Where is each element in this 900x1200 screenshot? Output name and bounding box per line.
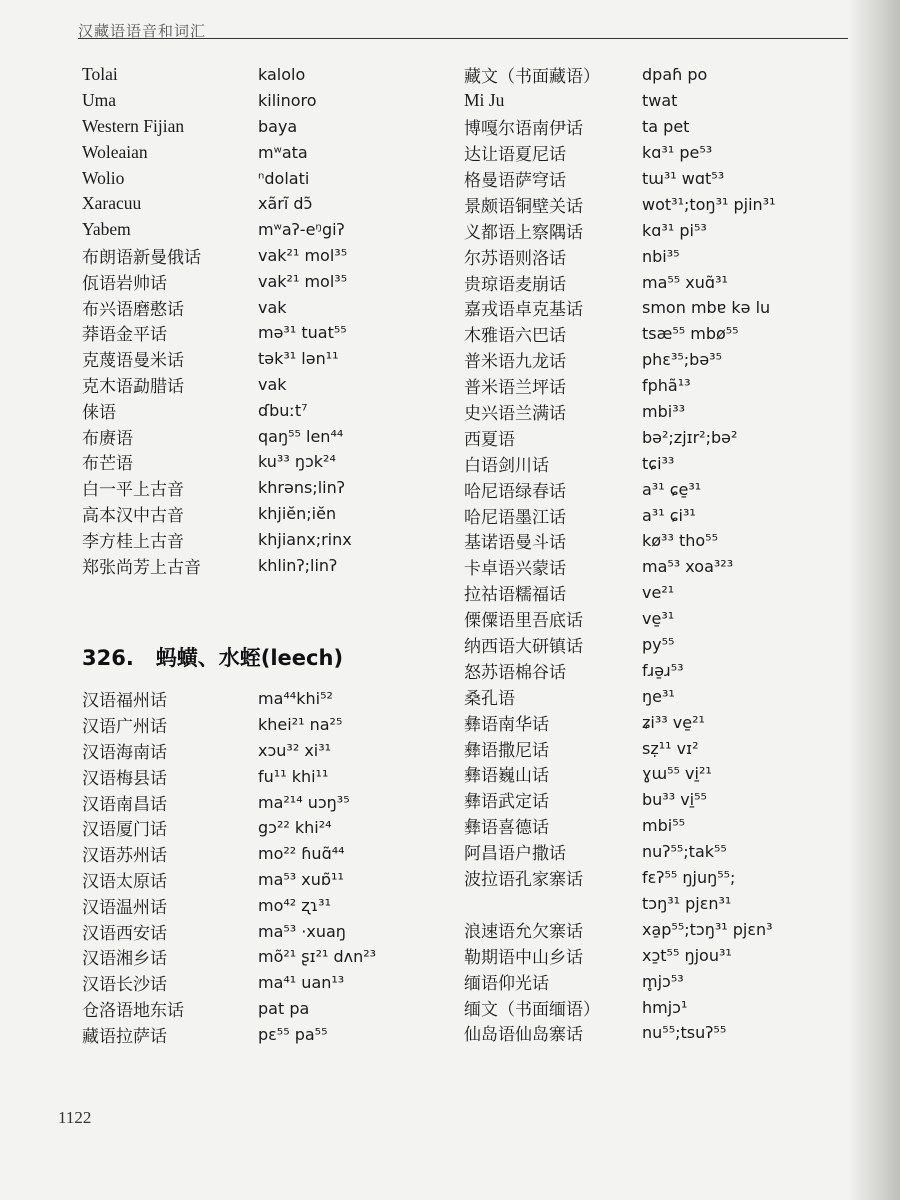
entry-row xyxy=(82,294,442,320)
language-label: 基诺语曼斗话 xyxy=(464,533,566,554)
entry-row xyxy=(464,399,844,425)
language-label: 缅语仰光话 xyxy=(464,973,549,994)
entry-row xyxy=(464,191,844,217)
right-column xyxy=(464,62,844,1046)
language-label: 俫语 xyxy=(82,402,116,423)
entry-row xyxy=(82,686,442,712)
language-label: 莽语金平话 xyxy=(82,325,167,346)
entry-row xyxy=(82,526,442,552)
word-form: tɔŋ³¹ pjɛn³¹ xyxy=(642,893,732,913)
language-label: 布赓语 xyxy=(82,428,133,449)
entry-row xyxy=(82,501,442,527)
word-form: m̥jɔ⁵³ xyxy=(642,971,684,991)
word-form: khjiĕn;iĕn xyxy=(258,503,337,523)
language-label: Tolai xyxy=(82,64,118,85)
section-title: 蚂蟥、水蛭(leech) xyxy=(155,646,344,670)
entry-row xyxy=(82,372,442,398)
language-label: 李方桂上古音 xyxy=(82,531,184,552)
word-form: fphã¹³ xyxy=(642,376,691,396)
entry-row xyxy=(464,865,844,891)
word-form: tsæ⁵⁵ mbø⁵⁵ xyxy=(642,324,739,344)
word-form: gɔ²² khi²⁴ xyxy=(258,818,332,838)
entry-row xyxy=(82,88,442,114)
language-label: 尔苏语则洛话 xyxy=(464,248,566,269)
entry-row xyxy=(82,114,442,140)
entry-row xyxy=(82,191,442,217)
word-form: ma⁵³ xoa³²³ xyxy=(642,557,734,577)
language-label: 彝语南华话 xyxy=(464,714,549,735)
language-label: 纳西语大研镇话 xyxy=(464,637,583,658)
word-form: fɹə̱ɹ⁵³ xyxy=(642,660,684,680)
word-form: wot³¹;toŋ³¹ pjin³¹ xyxy=(642,194,776,214)
language-label: 汉语太原话 xyxy=(82,871,167,892)
language-label: 彝语撒尼话 xyxy=(464,740,549,761)
language-label: 卡卓语兴蒙话 xyxy=(464,559,566,580)
entry-row xyxy=(464,243,844,269)
word-form: nuʔ⁵⁵;tak⁵⁵ xyxy=(642,842,727,862)
entry-row xyxy=(464,140,844,166)
language-label: 阿昌语户撒话 xyxy=(464,844,566,865)
language-label: 傈僳语里吾底话 xyxy=(464,611,583,632)
language-label: 格曼语萨穹话 xyxy=(464,171,566,191)
language-label: Wolio xyxy=(82,167,125,188)
language-label: 布兴语磨憨话 xyxy=(82,299,184,320)
entry-row xyxy=(82,1021,442,1047)
word-form: khrəns;linʔ xyxy=(258,478,345,498)
language-label: 博嘎尔语南伊话 xyxy=(464,119,583,140)
entry-row xyxy=(464,632,844,658)
entry-row xyxy=(464,424,844,450)
entry-row xyxy=(82,243,442,269)
language-label: Western Fijian xyxy=(82,115,185,136)
word-form: nbi³⁵ xyxy=(642,246,680,266)
entry-row xyxy=(464,62,844,88)
word-form: xɔu³² xi³¹ xyxy=(258,740,332,760)
word-form: kø³³ tho⁵⁵ xyxy=(642,531,718,551)
entry-row xyxy=(464,580,844,606)
language-label: Yabem xyxy=(82,219,131,240)
word-form: baya xyxy=(258,116,298,136)
word-form: khlinʔ;linʔ xyxy=(258,555,338,575)
entry-row xyxy=(82,944,442,970)
section-left-entries xyxy=(82,686,442,1047)
entry-row xyxy=(82,712,442,738)
page-number: 1122 xyxy=(58,1108,92,1127)
entry-row xyxy=(464,657,844,683)
language-label: 桑孔语 xyxy=(464,688,515,709)
entry-row xyxy=(464,735,844,761)
entry-row xyxy=(464,114,844,140)
entry-row xyxy=(82,970,442,996)
entry-row xyxy=(464,761,844,787)
entry-row xyxy=(82,423,442,449)
entry-row xyxy=(464,88,844,114)
word-form: khei²¹ na²⁵ xyxy=(258,715,343,735)
language-label: 彝语武定话 xyxy=(464,792,549,813)
word-form: pat pa xyxy=(258,998,310,1018)
entry-row xyxy=(82,815,442,841)
word-form: kɑ³¹ pe⁵³ xyxy=(642,143,713,163)
entry-row xyxy=(82,62,442,88)
language-label: 彝语巍山话 xyxy=(464,766,549,787)
entry-row xyxy=(82,763,442,789)
entry-row xyxy=(464,994,844,1020)
word-form: fɛʔ⁵⁵ ŋjuŋ⁵⁵; xyxy=(642,868,736,888)
entry-row xyxy=(82,552,442,578)
entry-row xyxy=(464,942,844,968)
entry-row xyxy=(82,475,442,501)
left-column xyxy=(82,62,442,578)
word-form: kilinoro xyxy=(258,91,317,111)
word-form: mbi⁵⁵ xyxy=(642,816,686,836)
word-form: ve̱³¹ xyxy=(642,609,675,629)
entry-row xyxy=(464,683,844,709)
language-label: Mi Ju xyxy=(464,90,505,111)
word-form: smon mbɐ kə lu xyxy=(642,298,771,318)
entry-row xyxy=(82,789,442,815)
language-label: 哈尼语绿春话 xyxy=(464,481,566,502)
entry-list-left xyxy=(82,686,442,1047)
word-form: ma⁵³ ·xuaŋ xyxy=(258,921,346,941)
entry-row xyxy=(82,320,442,346)
entry-row xyxy=(82,918,442,944)
language-label: 达让语夏尼话 xyxy=(464,145,566,166)
word-form: ɣɯ⁵⁵ vi̱²¹ xyxy=(642,764,712,784)
entry-row xyxy=(464,1020,844,1046)
word-form: ve²¹ xyxy=(642,583,675,603)
word-form: vak²¹ mol³⁵ xyxy=(258,271,348,291)
language-label: 汉语温州话 xyxy=(82,897,167,918)
language-label: 藏语拉萨话 xyxy=(82,1026,167,1047)
entry-row xyxy=(464,347,844,373)
word-form: mo⁴² ʐɿ³¹ xyxy=(258,895,331,915)
entry-row xyxy=(464,968,844,994)
language-label: 藏文（书面藏语） xyxy=(464,67,600,88)
language-label: 布芒语 xyxy=(82,454,133,475)
word-form: ma²¹⁴ uɔŋ³⁵ xyxy=(258,792,350,812)
language-label: 义都语上察隅话 xyxy=(464,222,583,243)
language-label: 仓洛语地东话 xyxy=(82,1000,184,1021)
language-label: 波拉语孔家寨话 xyxy=(464,870,583,891)
language-label: 汉语海南话 xyxy=(82,742,167,763)
language-label: 佤语岩帅话 xyxy=(82,273,167,294)
word-form: mõ²¹ ʂɪ²¹ dʌn²³ xyxy=(258,947,377,967)
entry-row xyxy=(82,996,442,1022)
word-form: mʷaʔ-eᵑgiʔ xyxy=(258,220,345,240)
running-header: 汉藏语语音和词汇 xyxy=(78,22,207,40)
language-label: 汉语广州话 xyxy=(82,717,167,738)
word-form: hmjɔ¹ xyxy=(642,997,688,1017)
language-label: 汉语福州话 xyxy=(82,691,167,712)
entry-row xyxy=(82,738,442,764)
language-label: 彝语喜德话 xyxy=(464,818,549,839)
word-form: ku³³ ŋɔk²⁴ xyxy=(258,452,336,472)
word-form: mə³¹ tuat⁵⁵ xyxy=(258,323,347,343)
language-label: 克木语勐腊话 xyxy=(82,376,184,397)
section-heading xyxy=(82,642,343,672)
language-label: 西夏语 xyxy=(464,429,515,450)
entry-row xyxy=(464,217,844,243)
entry-row xyxy=(82,841,442,867)
entry-row xyxy=(82,892,442,918)
entry-row xyxy=(82,165,442,191)
language-label: 汉语苏州话 xyxy=(82,846,167,867)
entry-row xyxy=(82,867,442,893)
word-form: ma⁴¹ uan¹³ xyxy=(258,973,345,993)
entry-row-continuation xyxy=(464,891,844,917)
language-label: 怒苏语棉谷话 xyxy=(464,662,566,683)
entry-row xyxy=(82,397,442,423)
word-form: bu³³ vi̱⁵⁵ xyxy=(642,790,707,810)
language-label: 勒期语中山乡话 xyxy=(464,947,583,968)
word-form: nu⁵⁵;tsuʔ⁵⁵ xyxy=(642,1023,727,1043)
word-form: fu¹¹ khi¹¹ xyxy=(258,766,329,786)
entry-row xyxy=(464,295,844,321)
word-form: ɗbuːt⁷ xyxy=(258,400,308,420)
word-form: xãrĩ dɔ̃ xyxy=(258,194,313,214)
entry-row xyxy=(464,502,844,528)
language-label: 景颇语铜壁关话 xyxy=(464,196,583,217)
language-label: 汉语梅县话 xyxy=(82,768,167,789)
entry-row xyxy=(464,839,844,865)
word-form: mbi³³ xyxy=(642,402,686,422)
word-form: ŋe³¹ xyxy=(642,686,675,706)
language-label: 白一平上古音 xyxy=(82,480,184,501)
entry-row xyxy=(82,217,442,243)
entry-row xyxy=(464,450,844,476)
language-label: 汉语厦门话 xyxy=(82,820,167,841)
entry-row xyxy=(464,787,844,813)
word-form: py⁵⁵ xyxy=(642,635,675,655)
word-form: ⁿdolati xyxy=(258,168,310,188)
entry-row xyxy=(464,321,844,347)
entry-row xyxy=(464,916,844,942)
page-edge-shadow xyxy=(848,0,900,1200)
entry-row xyxy=(82,346,442,372)
word-form: bə²;zjɪr²;bə² xyxy=(642,427,738,447)
entry-row xyxy=(464,813,844,839)
word-form: ta pet xyxy=(642,117,690,137)
language-label: Xaracuu xyxy=(82,193,142,214)
word-form: tɯ³¹ wɑt⁵³ xyxy=(642,169,725,188)
word-form: twat xyxy=(642,91,678,111)
language-label: 汉语湘乡话 xyxy=(82,949,167,970)
entry-row xyxy=(82,268,442,294)
word-form: tɕi³³ xyxy=(642,453,675,473)
word-form: vak xyxy=(258,374,287,394)
word-form: mo²² ɦuɑ̃⁴⁴ xyxy=(258,844,345,864)
language-label: 浪速语允欠寨话 xyxy=(464,921,583,942)
entry-row xyxy=(82,139,442,165)
language-label: 汉语西安话 xyxy=(82,923,167,944)
entry-row xyxy=(464,476,844,502)
language-label: Woleaian xyxy=(82,141,148,162)
entry-row xyxy=(82,449,442,475)
language-label: 汉语长沙话 xyxy=(82,975,167,996)
word-form: ʑi³³ ve̱²¹ xyxy=(642,712,705,732)
language-label: 缅文（书面缅语） xyxy=(464,999,600,1020)
continued-entries xyxy=(82,62,442,578)
language-label: 嘉戎语卓克基话 xyxy=(464,300,583,321)
entry-row xyxy=(464,606,844,632)
language-label: 普米语九龙话 xyxy=(464,352,566,373)
word-form: ma⁴⁴khi⁵² xyxy=(258,689,333,709)
section-number: 326. xyxy=(82,646,134,670)
language-label: 哈尼语墨江话 xyxy=(464,507,566,528)
language-label: 普米语兰坪话 xyxy=(464,378,566,399)
entry-row xyxy=(464,373,844,399)
entry-row xyxy=(464,709,844,735)
word-form: ma⁵³ xuɒ̃¹¹ xyxy=(258,869,344,889)
word-form: a³¹ ɕi³¹ xyxy=(642,505,696,525)
language-label: 仙岛语仙岛寨话 xyxy=(464,1025,583,1046)
word-form: tək³¹ lən¹¹ xyxy=(258,349,339,369)
word-form: kalolo xyxy=(258,65,306,85)
language-label: 布朗语新曼俄话 xyxy=(82,247,201,268)
language-label: 克蔑语曼米话 xyxy=(82,351,184,372)
word-form: khjianx;rinx xyxy=(258,529,352,549)
word-form: mʷata xyxy=(258,142,308,162)
language-label: 拉祜语糯福话 xyxy=(464,585,566,606)
word-form: dpaɦ po xyxy=(642,65,708,85)
word-form: vak²¹ mol³⁵ xyxy=(258,245,348,265)
entry-row xyxy=(464,166,844,192)
language-label: 白语剑川话 xyxy=(464,455,549,476)
word-form: pɛ⁵⁵ pa⁵⁵ xyxy=(258,1024,328,1044)
word-form: phɛ³⁵;bə³⁵ xyxy=(642,350,722,370)
language-label: 贵琼语麦崩话 xyxy=(464,274,566,295)
word-form: sẓ¹¹ vɪ² xyxy=(642,738,699,758)
word-form: ma⁵⁵ xuɑ̃³¹ xyxy=(642,272,728,292)
word-form: xa̱p⁵⁵;tɔŋ³¹ pjɛn³ xyxy=(642,919,773,939)
language-label: 木雅语六巴话 xyxy=(464,326,566,347)
word-form: xɔ̱t⁵⁵ ŋjou³¹ xyxy=(642,945,732,965)
entry-list-right xyxy=(464,62,844,1046)
entry-row xyxy=(464,269,844,295)
language-label: 史兴语兰满话 xyxy=(464,404,566,425)
entry-row xyxy=(464,528,844,554)
header-rule xyxy=(78,38,848,39)
word-form: kɑ³¹ pi⁵³ xyxy=(642,220,707,240)
language-label: 汉语南昌话 xyxy=(82,794,167,815)
word-form: qaŋ⁵⁵ len⁴⁴ xyxy=(258,426,344,446)
language-label: 郑张尚芳上古音 xyxy=(82,557,201,578)
entry-row xyxy=(464,554,844,580)
language-label: Uma xyxy=(82,90,117,111)
language-label: 高本汉中古音 xyxy=(82,505,184,526)
word-form: vak xyxy=(258,297,287,317)
word-form: a³¹ ɕe̱³¹ xyxy=(642,479,702,499)
